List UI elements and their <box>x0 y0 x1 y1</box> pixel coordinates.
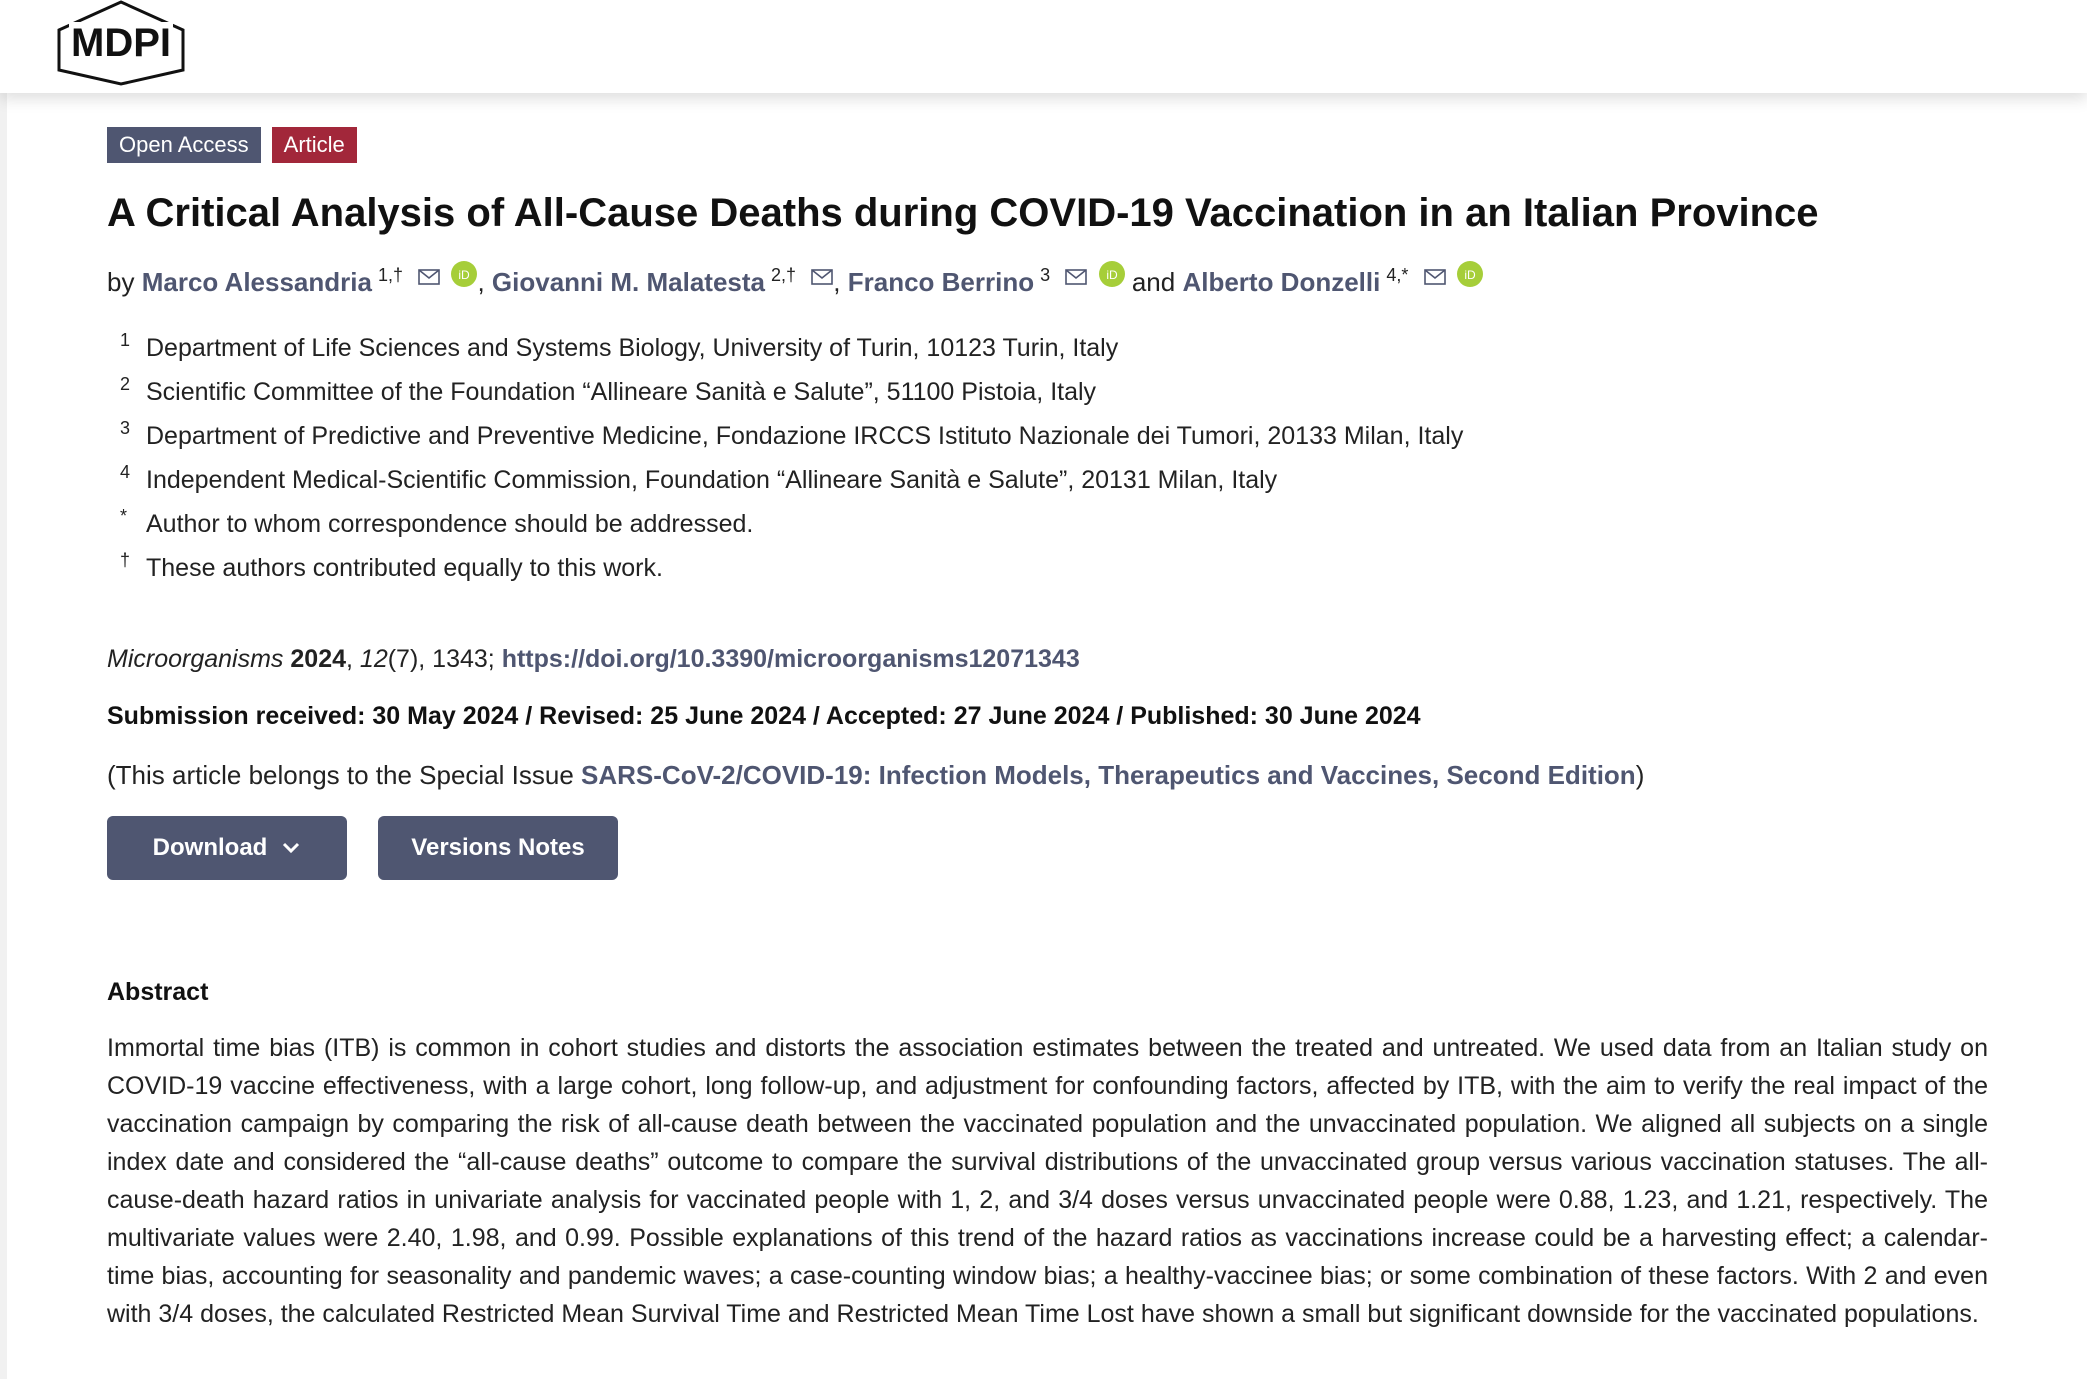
chevron-down-icon <box>281 841 301 855</box>
author-link[interactable]: Marco Alessandria <box>141 267 372 297</box>
svg-text:iD: iD <box>1105 268 1118 282</box>
article-type-badge: Article <box>272 127 357 163</box>
badges <box>107 127 357 163</box>
author-sup: 4,* <box>1386 265 1409 285</box>
email-icon[interactable] <box>811 269 833 285</box>
authors-prefix: by <box>107 267 135 297</box>
svg-text:MDPI: MDPI <box>71 21 171 65</box>
author-list: by Marco Alessandria $^{1,\dagger}$ iD , Giovanni M. Malatesta $^{2,\dagger}$ , Franco Berrino $^3$ iD and Alberto Donzelli $^{4,*}$ iD <box>107 261 1483 298</box>
author-sup: 3 <box>1040 265 1051 285</box>
affiliation-item: 1 Department of Life Sciences and Systems Biology, University of Turin, 10123 Turin, Italy <box>120 330 1119 362</box>
left-rule <box>0 93 7 1379</box>
submission-dates: Submission received: 30 May 2024 / Revised: 25 June 2024 / Accepted: 27 June 2024 / Published: 30 June 2024 <box>107 702 1421 730</box>
svg-text:iD: iD <box>1464 268 1476 282</box>
abstract-heading: Abstract <box>107 978 209 1006</box>
special-issue-link[interactable]: SARS-CoV-2/COVID-19: Infection Models, Therapeutics and Vaccines, Second Edition <box>581 760 1636 790</box>
orcid-icon[interactable] <box>451 261 477 287</box>
download-button[interactable]: Download <box>107 816 347 880</box>
citation-issue-pages: (7), 1343; <box>387 645 495 673</box>
action-buttons <box>107 816 618 880</box>
special-issue-line: (This article belongs to the Special Issue SARS-CoV-2/COVID-19: Infection Models, Therapeutics and Vaccines, Second Edition) <box>107 760 1645 790</box>
abstract-body: Immortal time bias (ITB) is common in cohort studies and distorts the association estimates between the treated and untreated. We used data from an Italian study on COVID-19 vaccine effectiveness, with a large cohort, long follow-up, and adjustment for confounding factors, affected by ITB, with the aim to verify the real impact of the vaccination campaign by comparing the risk of all-cause death between the vaccinated population and the unvaccinated population. We aligned all subjects on a single index date and considered the “all-cause deaths” outcome to compare the survival distributions of the unvaccinated group versus various vaccination statuses. The all-cause-death hazard ratios in univariate analysis for vaccinated people with 1, 2, and 3/4 doses versus unvaccinated people were 0.88, 1.23, and 1.21, respectively. The multivariate values were 2.40, 1.98, and 0.99. Possible explanations of this trend of the hazard ratios as vaccinations increase could be a harvesting effect; a calendar-time bias, accounting for seasonality and pandemic waves; a case-counting window bias; a healthy-vaccinee bias; or some combination of these factors. With 2 and even with 3/4 doses, the calculated Restricted Mean Survival Time and Restricted Mean Time Lost have shown a small but significant downside for the vaccinated populations. <box>107 1034 1988 1328</box>
citation-volume: 12 <box>359 645 388 673</box>
doi-link[interactable]: https://doi.org/10.3390/microorganisms12071343 <box>501 645 1080 673</box>
affiliation-item: * Author to whom correspondence should be addressed. <box>120 506 754 538</box>
mdpi-logo[interactable] <box>55 0 187 86</box>
authors-and: and <box>1131 267 1176 297</box>
email-icon[interactable] <box>1424 269 1446 285</box>
email-icon[interactable] <box>1065 269 1087 285</box>
open-access-badge[interactable]: Open Access <box>107 127 261 163</box>
author-link[interactable]: Franco Berrino <box>847 267 1035 297</box>
author-sup: 1,† <box>377 265 403 285</box>
author-link[interactable]: Alberto Donzelli <box>1182 267 1381 297</box>
top-header <box>0 0 2087 93</box>
author-sup: 2,† <box>771 265 797 285</box>
author-link[interactable]: Giovanni M. Malatesta <box>491 267 765 297</box>
svg-text:iD: iD <box>458 268 471 282</box>
email-icon[interactable] <box>418 269 440 285</box>
orcid-icon[interactable] <box>1457 261 1483 287</box>
orcid-icon[interactable] <box>1099 261 1125 287</box>
affiliation-list <box>120 330 1463 594</box>
article-title: A Critical Analysis of All-Cause Deaths during COVID-19 Vaccination in an Italian Province <box>107 191 1819 235</box>
affiliation-item: 3 Department of Predictive and Preventive Medicine, Fondazione IRCCS Istituto Nazionale dei Tumori, 20133 Milan, Italy <box>120 418 1464 450</box>
journal-name: Microorganisms <box>107 645 284 673</box>
affiliation-item: 2 Scientific Committee of the Foundation “Allineare Sanità e Salute”, 51100 Pistoia, Italy <box>120 374 1097 406</box>
citation-year: 2024 <box>290 645 347 673</box>
versions-notes-button[interactable]: Versions Notes <box>378 816 618 880</box>
affiliation-item: † These authors contributed equally to this work. <box>120 550 663 582</box>
affiliation-item: 4 Independent Medical-Scientific Commission, Foundation “Allineare Sanità e Salute”, 20131 Milan, Italy <box>120 462 1278 494</box>
citation-line: Microorganisms 2024, 12(7), 1343; https://doi.org/10.3390/microorganisms12071343 <box>107 645 1080 673</box>
